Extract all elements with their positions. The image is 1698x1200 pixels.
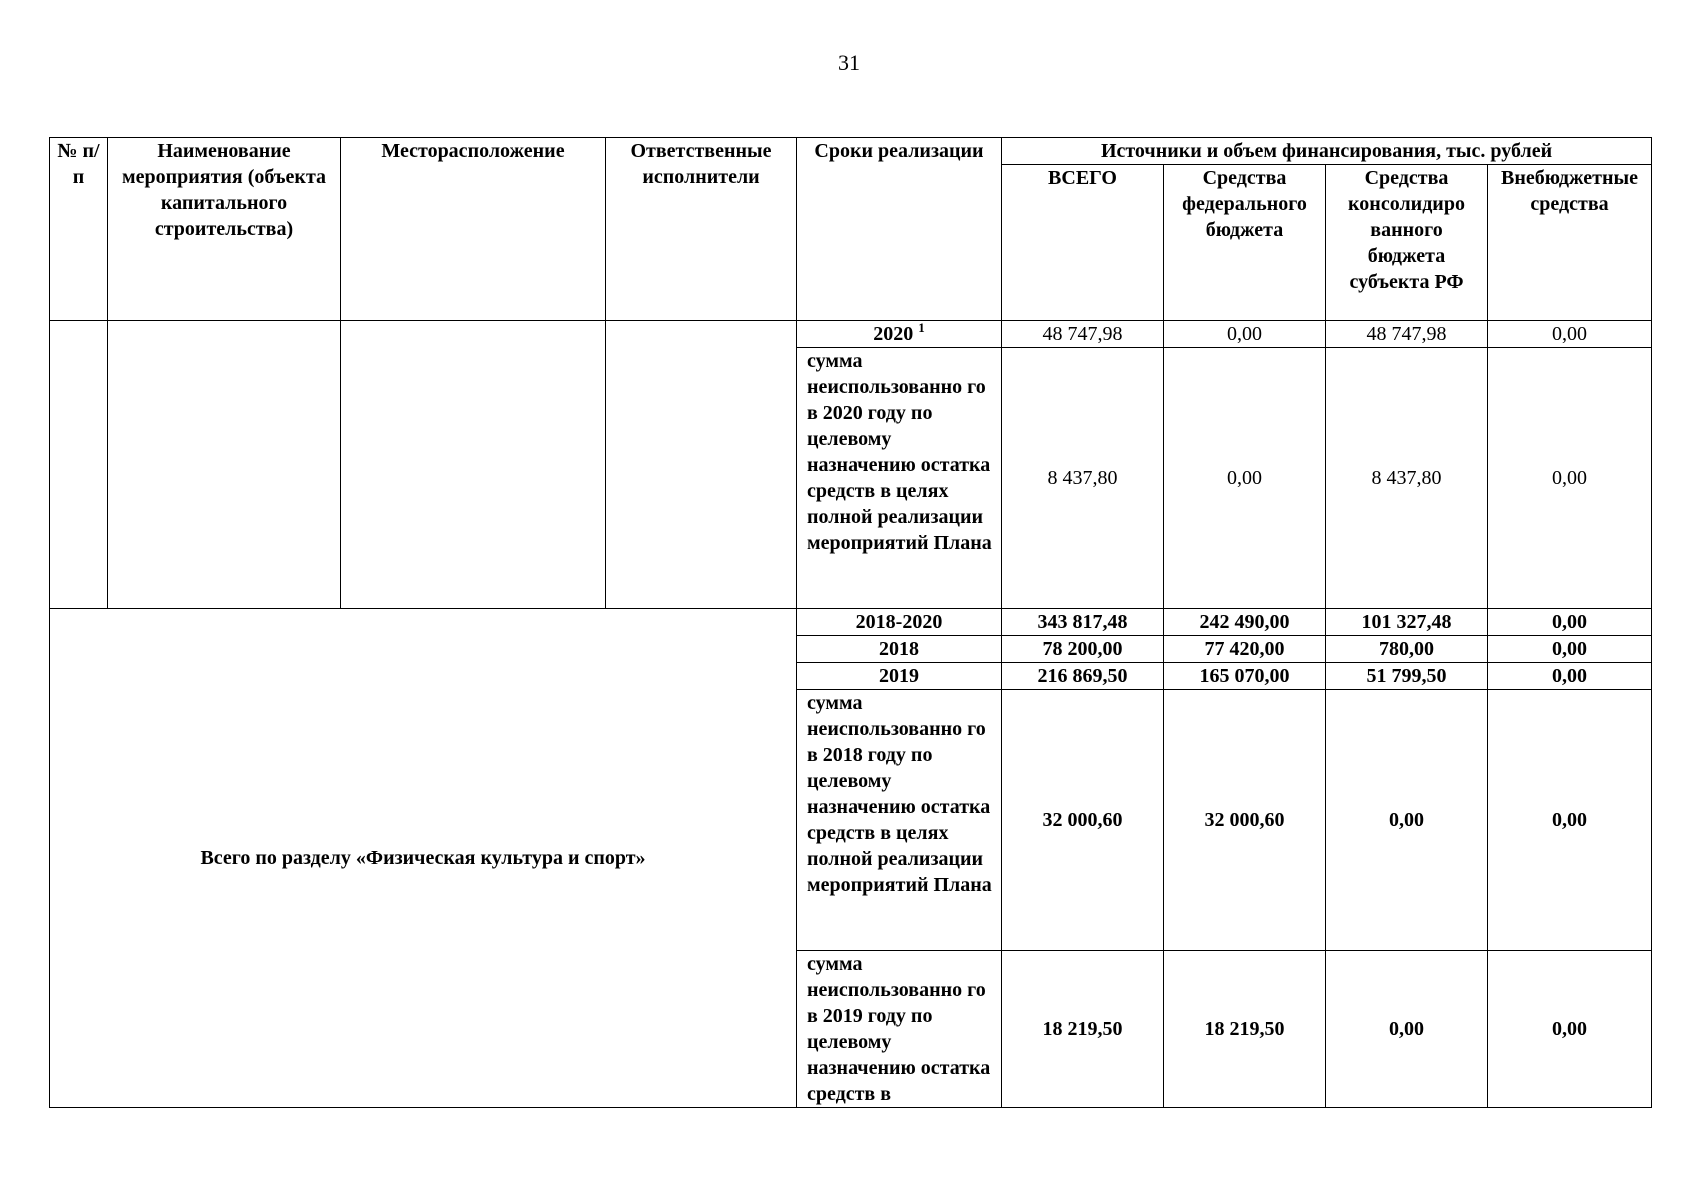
period-description: сумма неиспользованно го в 2018 году по целевому назначению остатка средств в целях полной реализации мероприятий Плана: [797, 690, 1002, 951]
value-federal: 18 219,50: [1164, 951, 1326, 1108]
value-regional: 0,00: [1326, 951, 1488, 1108]
value-regional: 101 327,48: [1326, 609, 1488, 636]
header-sources: Источники и объем финансирования, тыс. рублей: [1002, 138, 1652, 165]
value-regional: 780,00: [1326, 636, 1488, 663]
value-federal: 77 420,00: [1164, 636, 1326, 663]
header-responsible: Ответственные исполнители: [606, 138, 797, 321]
financing-table: [49, 137, 1652, 1108]
value-regional: 48 747,98: [1326, 321, 1488, 348]
period-label: 2020: [873, 323, 914, 345]
value-federal: 0,00: [1164, 348, 1326, 609]
value-regional: 51 799,50: [1326, 663, 1488, 690]
value-extra: 0,00: [1488, 321, 1652, 348]
header-num: № п/п: [50, 138, 108, 321]
value-extra: 0,00: [1488, 636, 1652, 663]
value-federal: 165 070,00: [1164, 663, 1326, 690]
value-regional: 8 437,80: [1326, 348, 1488, 609]
value-total: 8 437,80: [1002, 348, 1164, 609]
header-extra: Внебюджетные средства: [1488, 165, 1652, 321]
value-total: 32 000,60: [1002, 690, 1164, 951]
period-description: сумма неиспользованно го в 2020 году по целевому назначению остатка средств в целях полной реализации мероприятий Плана: [797, 348, 1002, 609]
value-federal: 242 490,00: [1164, 609, 1326, 636]
header-name: Наименование мероприятия (объекта капитального строительства): [108, 138, 341, 321]
header-location: Месторасположение: [341, 138, 606, 321]
footnote-mark: 1: [918, 320, 925, 335]
header-row-1: [50, 138, 1652, 165]
header-federal: Средства федерального бюджета: [1164, 165, 1326, 321]
header-regional: Средства консолидиро ванного бюджета субъекта РФ: [1326, 165, 1488, 321]
period-label: 2018: [797, 636, 1002, 663]
header-total: ВСЕГО: [1002, 165, 1164, 321]
value-extra: 0,00: [1488, 609, 1652, 636]
table-row: [50, 321, 1652, 348]
table-row: [50, 609, 1652, 636]
header-terms: Сроки реализации: [797, 138, 1002, 321]
cell-name: [108, 321, 341, 609]
period-label: 2019: [797, 663, 1002, 690]
value-extra: 0,00: [1488, 348, 1652, 609]
value-total: 48 747,98: [1002, 321, 1164, 348]
value-extra: 0,00: [1488, 951, 1652, 1108]
value-federal: 0,00: [1164, 321, 1326, 348]
period-label: 2018-2020: [797, 609, 1002, 636]
value-federal: 32 000,60: [1164, 690, 1326, 951]
value-extra: 0,00: [1488, 690, 1652, 951]
cell-num: [50, 321, 108, 609]
cell-location: [341, 321, 606, 609]
period-cell: [797, 321, 1002, 348]
period-description: сумма неиспользованно го в 2019 году по целевому назначению остатка средств в: [797, 951, 1002, 1108]
cell-responsible: [606, 321, 797, 609]
value-total: 343 817,48: [1002, 609, 1164, 636]
page-number: 31: [838, 50, 860, 75]
value-regional: 0,00: [1326, 690, 1488, 951]
value-total: 216 869,50: [1002, 663, 1164, 690]
value-total: 78 200,00: [1002, 636, 1164, 663]
value-extra: 0,00: [1488, 663, 1652, 690]
value-total: 18 219,50: [1002, 951, 1164, 1108]
section-total-label: Всего по разделу «Физическая культура и спорт»: [50, 609, 797, 1108]
